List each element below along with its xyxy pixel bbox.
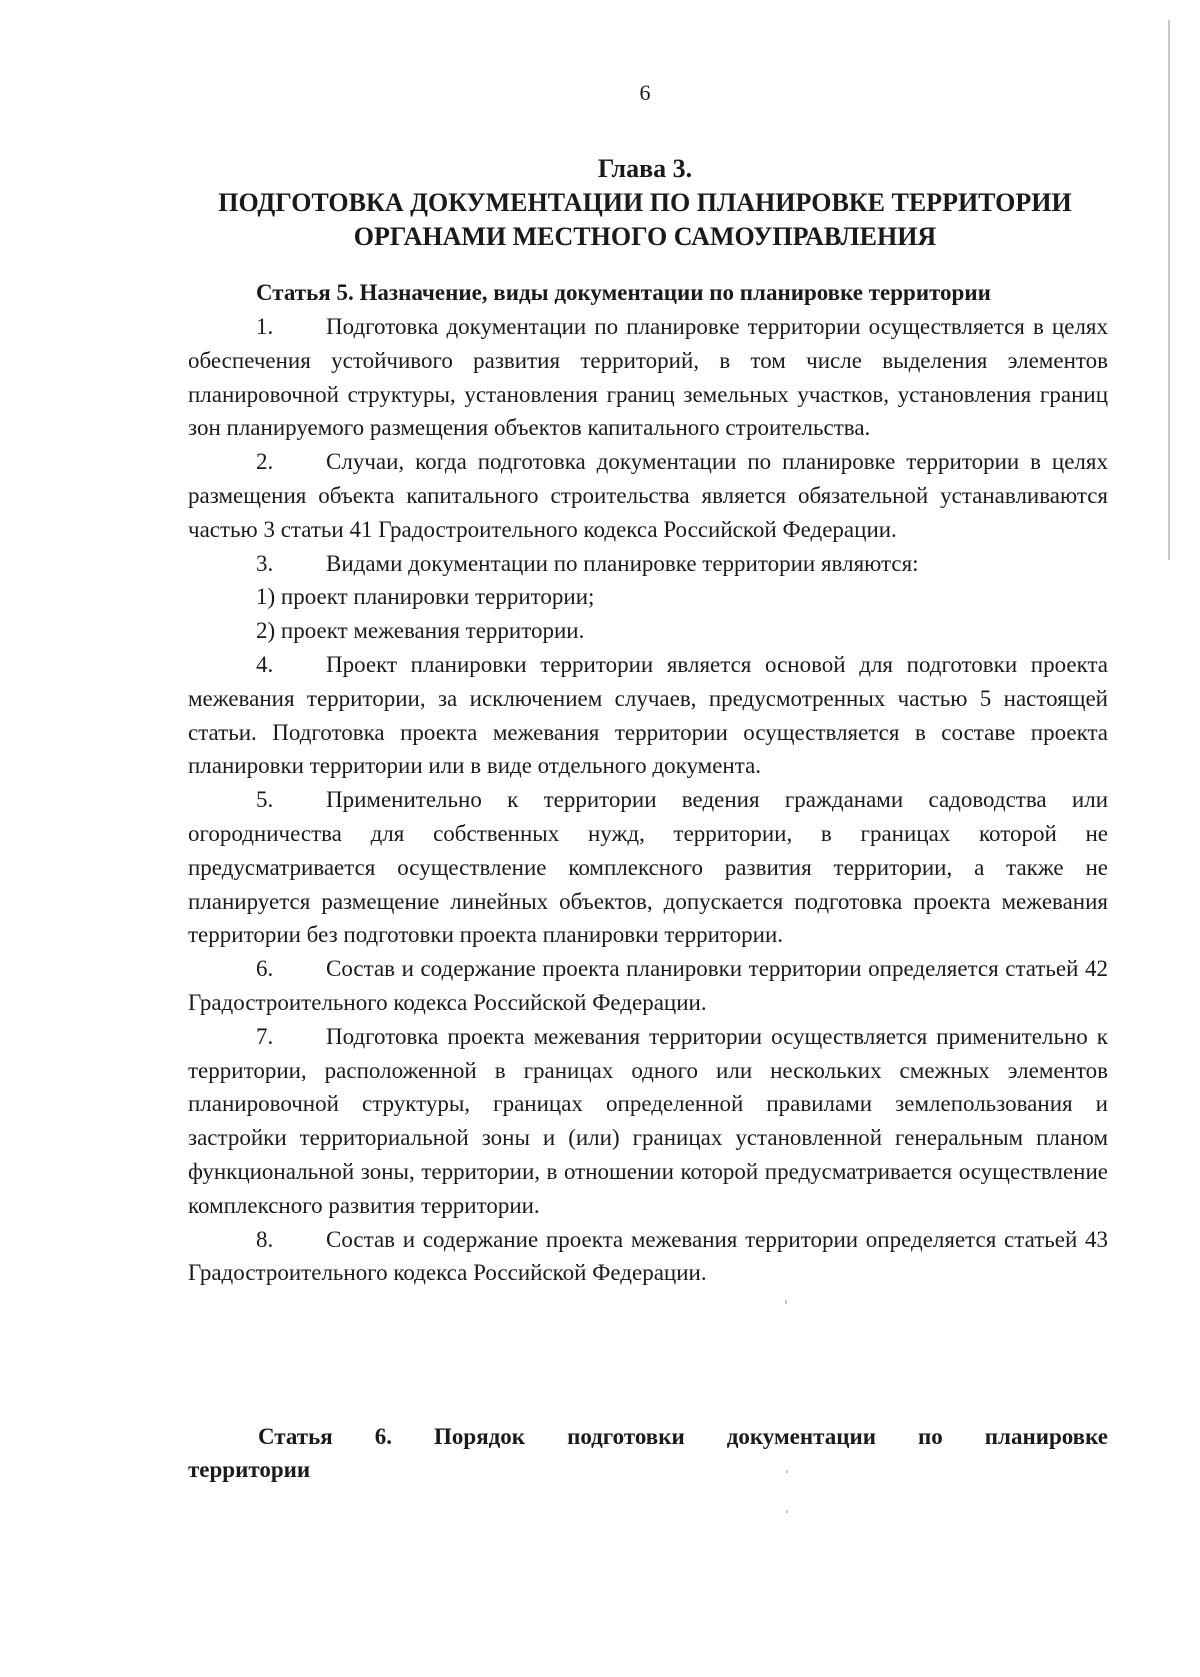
scan-speck xyxy=(786,1510,788,1513)
paragraph-number: 3. xyxy=(256,550,274,576)
paragraph-number: 5. xyxy=(256,787,274,813)
paragraph-text: Случаи, когда подготовка документации по планировке территории в целях размещения объекта капитального строительства является обязательной устанавливаются частью 3 статьи 41 Градостроительного кодекса Российской Федерации. xyxy=(188,449,1108,542)
paragraph-3 xyxy=(188,547,1108,581)
article-5-body xyxy=(188,310,1108,1290)
page-number: 6 xyxy=(639,80,651,105)
paragraph-number: 4. xyxy=(256,651,274,677)
paragraph-text: Подготовка документации по планировке территории осуществляется в целях обеспечения устойчивого развития территорий, в том числе выделения элементов планировочной структуры, установления границ земельных участков, установления границ зон планируемого размещения объектов капитального строительства. xyxy=(188,314,1108,441)
article-6-heading-line-2: территории xyxy=(188,1457,311,1482)
paragraph-text: Видами документации по планировке территории являются: xyxy=(326,550,919,576)
scan-edge-line xyxy=(1168,20,1170,560)
paragraph-text: Применительно к территории ведения гражданами садоводства или огородничества для собственных нужд, территории, в границах которой не предусматривается осуществление комплексного развития территории, а также не планируется размещение линейных объектов, допускается подготовка проекта межевания территории без подготовки проекта планировки территории. xyxy=(188,787,1108,948)
paragraph-number: 8. xyxy=(256,1226,274,1252)
paragraph-number: 2. xyxy=(256,449,274,475)
paragraph-4 xyxy=(188,648,1108,783)
scan-speck xyxy=(785,1300,787,1304)
paragraph-text: Состав и содержание проекта планировки территории определяется статьей 42 Градостроительного кодекса Российской Федерации. xyxy=(188,956,1108,1015)
heading-word: планировке xyxy=(984,1424,1108,1449)
list-item-1: 1) проект планировки территории; xyxy=(256,584,595,610)
heading-word: документации xyxy=(726,1424,876,1449)
paragraph-text: Подготовка проекта межевания территории осуществляется применительно к территории, расположенной в границах одного или нескольких смежных элементов планировочной структуры, границах определенной правилами землепользования и застройки территориальной зоны и (или) границах установленной генеральным планом функциональной зоны, территории, в отношении которой предусматривается осуществление комплексного развития территории. xyxy=(188,1023,1108,1218)
article-6-heading-line-1 xyxy=(188,1420,1108,1453)
chapter-title-line-2: ОРГАНАМИ МЕСТНОГО САМОУПРАВЛЕНИЯ xyxy=(353,222,937,251)
paragraph-8 xyxy=(188,1223,1108,1291)
heading-word: подготовки xyxy=(567,1424,685,1449)
paragraph-1 xyxy=(188,310,1108,445)
heading-word: Статья xyxy=(258,1424,333,1449)
list-item-2: 2) проект межевания территории. xyxy=(256,618,585,644)
paragraph-text: Проект планировки территории является основой для подготовки проекта межевания территории, за исключением случаев, предусмотренных частью 5 настоящей статьи. Подготовка проекта межевания территории осуществляется в составе проекта планировки территории или в виде отдельного документа. xyxy=(188,651,1108,779)
chapter-title-line-1: ПОДГОТОВКА ДОКУМЕНТАЦИИ ПО ПЛАНИРОВКЕ ТЕРРИТОРИИ xyxy=(218,188,1072,217)
paragraph-6 xyxy=(188,952,1108,1020)
paragraph-number: 6. xyxy=(256,956,274,982)
paragraph-number: 1. xyxy=(256,314,274,339)
article-5-heading: Статья 5. Назначение, виды документации по планировке территории xyxy=(256,280,991,305)
heading-word: по xyxy=(918,1424,943,1449)
scan-speck xyxy=(786,1470,788,1473)
paragraph-5 xyxy=(188,783,1108,952)
paragraph-text: Состав и содержание проекта межевания территории определяется статьей 43 Градостроительного кодекса Российской Федерации. xyxy=(188,1226,1108,1286)
article-6-heading xyxy=(188,1420,1108,1486)
chapter-label: Глава 3. xyxy=(597,154,693,183)
paragraph-number: 7. xyxy=(256,1023,274,1049)
chapter-heading xyxy=(180,152,1110,254)
heading-word: 6. xyxy=(374,1424,392,1449)
paragraph-7 xyxy=(188,1020,1108,1223)
paragraph-2 xyxy=(188,445,1108,546)
heading-word: Порядок xyxy=(434,1424,526,1449)
